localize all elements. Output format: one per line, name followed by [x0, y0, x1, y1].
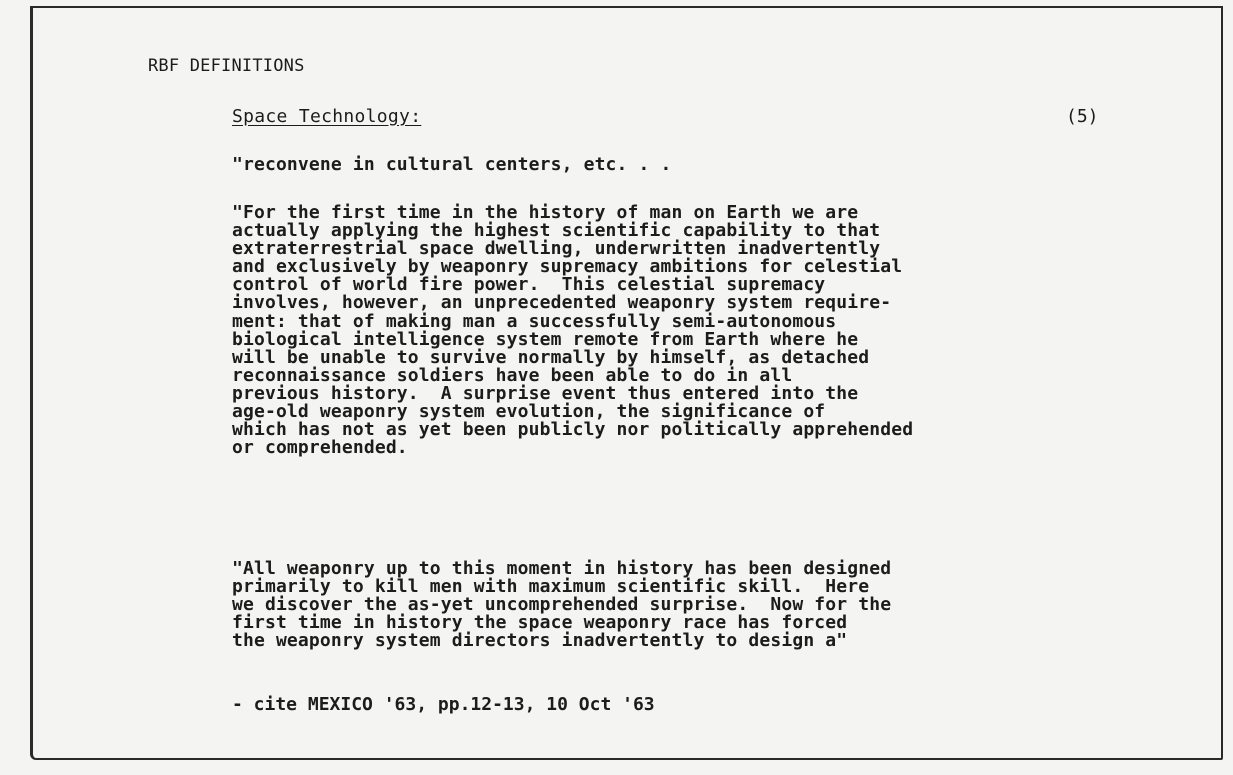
document-heading: RBF DEFINITIONS [148, 56, 305, 76]
section-title: Space Technology: [232, 106, 422, 127]
section-number: (5) [1066, 106, 1099, 127]
paragraph-3: "All weaponry up to this moment in history has been designed primarily to kill men with maximum scientific skill. Here we discover the as-yet uncomprehended surprise. Now for the first time in history the space weaponry race has forced the weaponry system directors inadvertently to design a" [232, 558, 892, 652]
paragraph-2: "For the first time in the history of man on Earth we are actually applying the highest scientific capability to that extraterrestrial space dwelling, underwritten inadvertently and exclusively by weaponry supremacy ambitions for celestial control of world fire power. This celestial supremacy involves, however, an unprecedented weaponry system require- ment: that of making man a successfully semi-autonomous biological intelligence system remote from Earth where he will be unable to survive normally by himself, as detached reconnaissance soldiers have been able to do in all previous history. A surprise event thus entered into the age-old weaponry system evolution, the significance of which has not as yet been publicly nor politically apprehended or comprehended. [232, 202, 914, 459]
citation: - cite MEXICO '63, pp.12-13, 10 Oct '63 [232, 694, 655, 715]
paragraph-1: "reconvene in cultural centers, etc. . . [232, 154, 672, 175]
